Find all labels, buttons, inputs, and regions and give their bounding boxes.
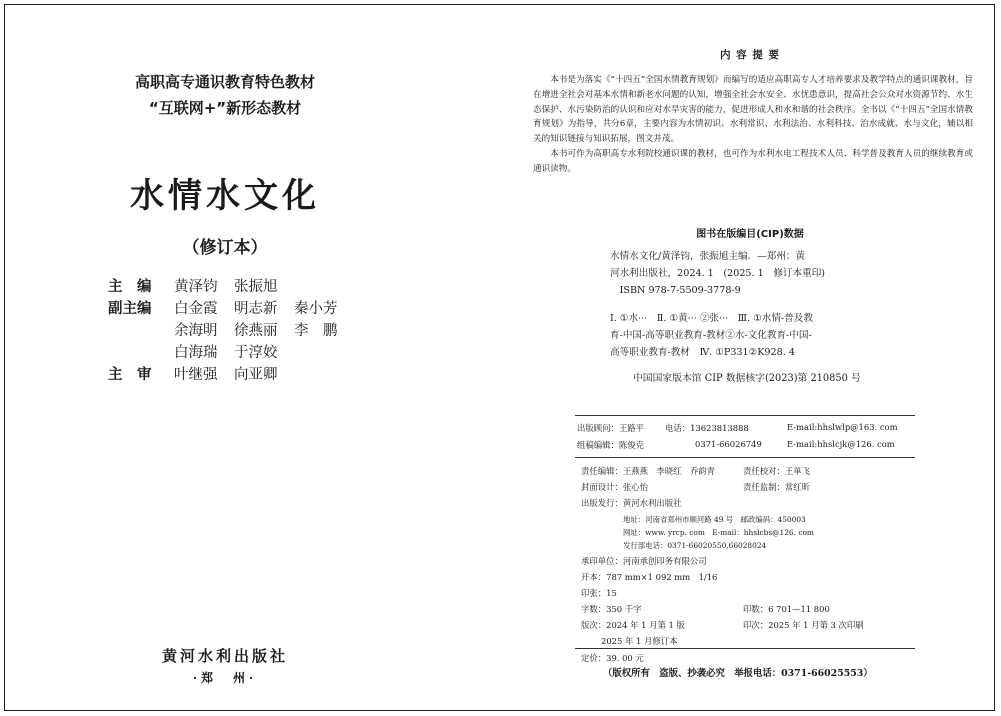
summary-heading: 内 容 提 要 xyxy=(720,49,780,61)
responsible-editor: 责任编辑：王燕燕 李晓红 乔韵青 xyxy=(581,466,715,476)
consultant-phone: 电话：13623813888 xyxy=(665,423,749,433)
cip-isbn: ISBN 978-7-5509-3778-9 xyxy=(610,285,741,296)
credit-name: 张振旭 xyxy=(234,279,278,295)
sales-phone: 发行部电话：0371-66020550,66028024 xyxy=(623,541,767,550)
cip-line: 河水利出版社，2024. 1 (2025. 1 修订本重印) xyxy=(610,268,826,279)
plan-editor-label: 组稿编辑：陈俊克 xyxy=(577,440,644,450)
edition-label: （修订本） xyxy=(182,238,268,258)
credit-name: 叶继强 xyxy=(174,367,218,383)
responsible-supervisor: 责任监制：常红昕 xyxy=(743,482,810,492)
credit-name: 黄泽钧 xyxy=(174,279,218,295)
printer: 承印单位：河南承创印务有限公司 xyxy=(581,556,707,566)
credit-role: 主 编 xyxy=(108,279,152,295)
price: 定价：39. 00 元 xyxy=(581,653,644,663)
copyright-page xyxy=(505,5,995,710)
credit-name: 秦小芳 xyxy=(294,301,338,317)
sheets: 印张：15 xyxy=(581,588,617,598)
summary-paragraph: 本书是为落实《“十四五”全国水情教育规划》而编写的适应高职高专人才培养要求及教学特点的通识课教材，旨在增进全社会对基本水情和新老水问题的认知，增强全社会水安全、水忧患意识，提高社会公众对水资源节约、水生态保护、水污染防治的认识和应对水旱灾害的能力，促进形成人和水和谐的社会秩序。全书以《“十四五”全国水情教育规划》为指导，共分6章，主要内容为水情初识、水利常识、水利法治、水利科技、治水成就、水与文化，辅以相关的知识链接与知识拓展，图文并茂。 xyxy=(533,75,973,145)
cover-design: 封面设计：张心怡 xyxy=(581,482,648,492)
series-line-1: 高职高专通识教育特色教材 xyxy=(134,73,315,91)
summary-paragraph: 本书可作为高职高专水利院校通识课的教材，也可作为水利水电工程技术人员、科学普及教育人员的继续教育或通识读物。 xyxy=(533,148,973,174)
summary-text xyxy=(533,73,973,177)
plan-editor-email: E-mail:hhslcjk@126. com xyxy=(787,439,895,449)
book-spread xyxy=(4,4,995,711)
credit-role: 主 审 xyxy=(108,367,152,383)
edition-date: 版次：2024 年 1 月第 1 版 xyxy=(581,620,685,630)
rights-notice: （版权所有 盗版、抄袭必究 举报电话：0371-66025553） xyxy=(603,668,873,679)
divider xyxy=(575,415,915,416)
publisher-city: ·郑 州· xyxy=(192,671,258,685)
cip-heading: 图书在版编目(CIP)数据 xyxy=(696,229,804,240)
cip-number: 中国国家版本馆 CIP 数据核字(2023)第 210850 号 xyxy=(633,373,861,384)
consultant-email: E-mail:hhslwlp@163. com xyxy=(787,422,898,432)
cip-line: 高等职业教育-教材 Ⅳ. ①P331②K928. 4 xyxy=(610,347,795,358)
credit-name: 向亚卿 xyxy=(234,367,278,383)
credit-name: 余海明 xyxy=(174,323,218,339)
publisher-name: 黄河水利出版社 xyxy=(161,647,288,665)
credit-name: 李 鹏 xyxy=(294,323,338,339)
address: 地址：河南省郑州市顺河路 49 号 邮政编码：450003 xyxy=(623,515,806,524)
word-count: 字数：350 千字 xyxy=(581,604,642,614)
credit-name: 白海瑞 xyxy=(174,345,218,361)
divider xyxy=(575,648,915,649)
divider xyxy=(575,457,915,458)
website: 网址：www. yrcp. com E-mail：hhslcbs@126. com xyxy=(623,528,814,537)
responsible-proofreader: 责任校对：王单飞 xyxy=(743,466,810,476)
cip-line: 育-中国-高等职业教育-教材②水-文化教育-中国- xyxy=(610,330,812,341)
credit-role: 副主编 xyxy=(108,301,152,317)
revision-date: 2025 年 1 月修订本 xyxy=(601,636,678,646)
format: 开本：787 mm×1 092 mm 1/16 xyxy=(581,572,718,582)
book-title: 水情水文化 xyxy=(130,176,320,216)
plan-editor-phone: 0371-66026749 xyxy=(695,439,762,449)
print-count: 印数：6 701—11 800 xyxy=(743,604,830,614)
credit-name: 白金霞 xyxy=(174,301,218,317)
impression: 印次：2025 年 1 月第 3 次印刷 xyxy=(743,620,864,630)
cip-line: 水情水文化/黄泽钧，张振旭主编．—郑州：黄 xyxy=(610,251,806,262)
credit-name: 于淳姣 xyxy=(234,345,278,361)
cip-line: Ⅰ. ①水··· Ⅱ. ①黄··· ②张··· Ⅲ. ①水情-普及教 xyxy=(610,313,813,324)
issuer: 出版发行：黄河水利出版社 xyxy=(581,498,682,508)
credit-name: 明志新 xyxy=(234,301,278,317)
consultant-label: 出版顾问：王路平 xyxy=(577,423,644,433)
title-page xyxy=(5,5,505,710)
credit-name: 徐燕丽 xyxy=(234,323,278,339)
series-line-2: “互联网+”新形态教材 xyxy=(148,99,302,117)
